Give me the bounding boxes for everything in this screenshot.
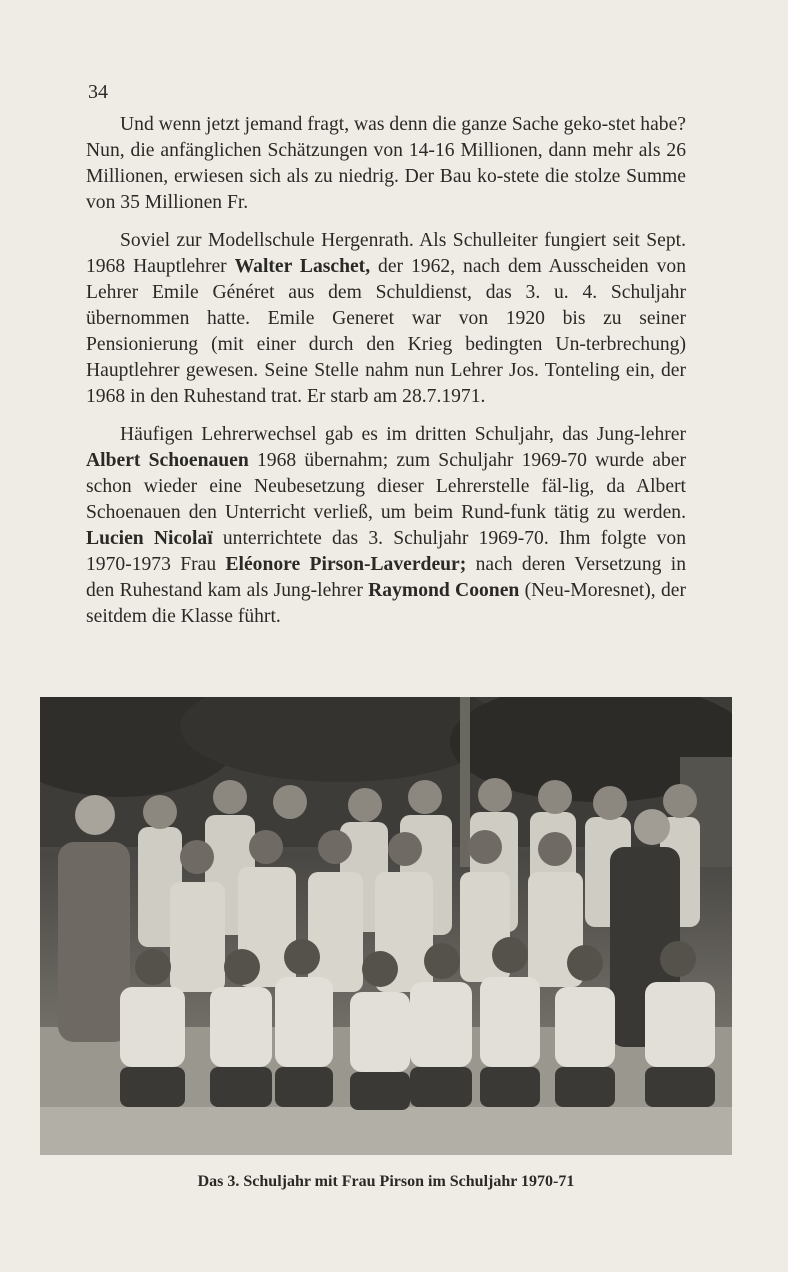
paragraph [86, 422, 686, 630]
text-run: (Neu-Moresnet), der seitdem die Klasse führt. [86, 580, 686, 627]
page-number: 34 [88, 81, 108, 103]
text-run: nach deren Versetzung in den Ruhestand kam als Jung-lehrer [86, 554, 687, 601]
bold-name: Lucien Nicolaï [86, 528, 213, 549]
bold-name: Albert Schoenauen [86, 450, 249, 471]
text-run: Und wenn jetzt jemand fragt, was denn die ganze Sache geko-stet habe? Nun, die anfänglichen Schätzungen von 14-16 Millionen, dann mehr als 26 Millionen, erwiesen sich als zu niedrig. Der Bau ko-stete die stolze Summe von 35 Millionen Fr. [86, 114, 686, 213]
text-run: Soviel zur Modellschule Hergenrath. Als Schulleiter fungiert seit Sept. 1968 Hauptlehrer [86, 230, 686, 277]
class-photo [40, 697, 732, 1155]
bold-name: Raymond Coonen [368, 580, 520, 601]
text-run: der 1962, nach dem Ausscheiden von Lehrer Emile Généret aus dem Schuldienst, das 3. u. 4. Schuljahr übernommen hatte. Emile Generet war von 1920 bis zu seiner Pensionierung (mit einer durch den Krieg bedingten Un-terbrechung) Hauptlehrer gewesen. Seine Stelle nahm nun Lehrer Jos. Tonteling ein, der 1968 in den Ruhestand trat. Er starb am 28.7.1971. [86, 256, 686, 407]
bold-name: Eléonore Pirson-Laverdeur; [225, 554, 467, 575]
text-run: Häufigen Lehrerwechsel gab es im dritten Schuljahr, das Jung-lehrer [120, 424, 686, 445]
text-run: unterrichtete das 3. Schuljahr 1969-70. Ihm folgte von 1970-1973 Frau [86, 528, 686, 575]
photo-caption: Das 3. Schuljahr mit Frau Pirson im Schuljahr 1970-71 [197, 1173, 575, 1190]
bold-name: Walter Laschet, [234, 256, 371, 277]
paragraph [86, 112, 686, 216]
text-run: 1968 übernahm; zum Schuljahr 1969-70 wurde aber schon wieder eine Neubesetzung dieser Lehrerstelle fäl-lig, da Albert Schoenauen den Unterricht verließ, um beim Rund-funk tätig zu werden. [86, 450, 686, 523]
paragraph [86, 228, 686, 410]
body-text [86, 112, 686, 630]
